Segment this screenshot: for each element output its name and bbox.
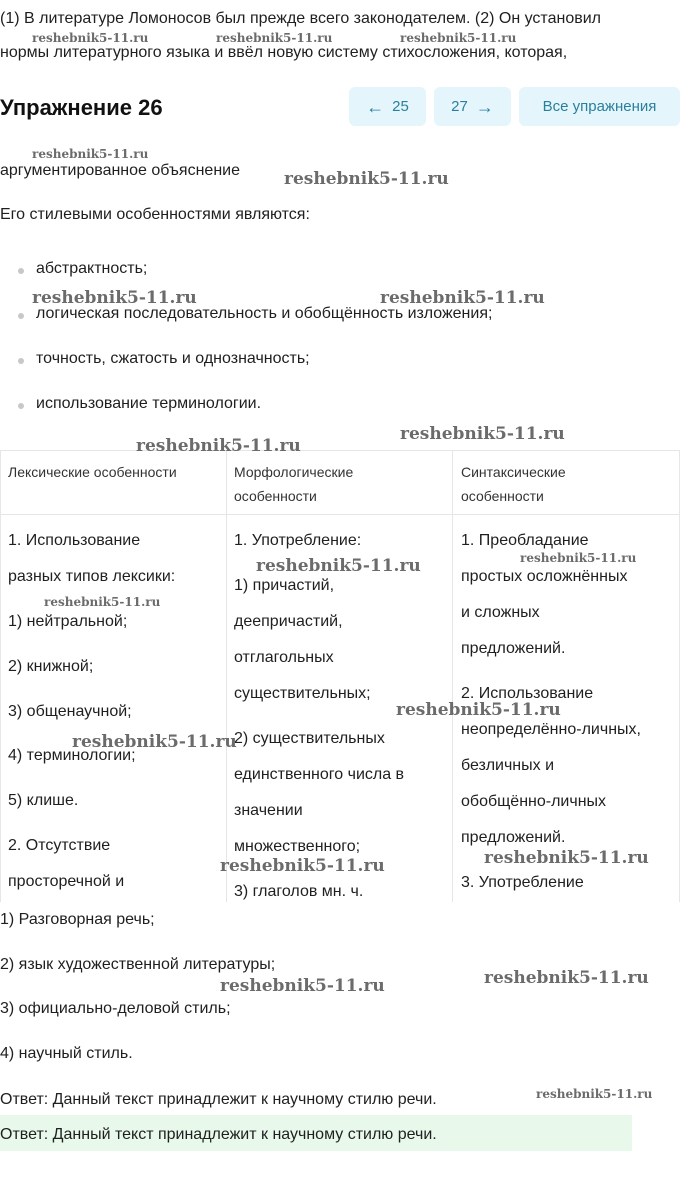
watermark: reshebnik5-11.ru [380,288,545,308]
watermark: reshebnik5-11.ru [484,848,649,868]
watermark: reshebnik5-11.ru [32,31,149,45]
table-header-lexical [8,460,177,484]
page-title: Упражнение 26 [0,95,163,120]
table-cell-line: и сложных [461,604,540,621]
table-cell-line: обобщённо-личных [461,793,607,810]
table-cell-line: просторечной и [8,873,125,890]
table-border [0,514,680,515]
table-cell-line: 2. Использование [461,685,594,702]
next-exercise-label: 27 [451,98,468,115]
prev-exercise-label: 25 [392,98,409,115]
table-cell-line: 2) книжной; [8,658,94,675]
table-header-syntactic [461,460,566,508]
table-cell-line: единственного числа в [234,766,405,783]
table-cell-line: 4) терминологии; [8,747,136,764]
answer-text: Ответ: Данный текст принадлежит к научному стилю речи. [0,1091,437,1108]
table-cell-line: 1. Использование [8,532,141,549]
features-table [0,450,680,902]
prev-exercise-button[interactable] [349,87,426,126]
table-border [0,450,1,902]
header-line: особенности [461,488,544,504]
text-line: аргументированное объяснение [0,162,240,179]
watermark: reshebnik5-11.ru [400,424,565,444]
watermark: reshebnik5-11.ru [400,31,517,45]
watermark: reshebnik5-11.ru [520,551,637,565]
table-cell-line: 3) общенаучной; [8,703,132,720]
text-line: 4) научный стиль. [0,1045,133,1062]
table-cell-line: 5) клише. [8,792,79,809]
list-bullet [18,358,24,364]
header-line: особенности [234,488,317,504]
watermark: reshebnik5-11.ru [32,288,197,308]
watermark: reshebnik5-11.ru [32,147,149,161]
text-line: 3) официально-деловой стиль; [0,1000,231,1017]
table-header-morphological [234,460,353,508]
table-cell-line: безличных и [461,757,555,774]
all-exercises-button[interactable] [519,87,680,126]
table-border [0,450,680,451]
table-cell-line: предложений. [461,829,566,846]
list-bullet [18,313,24,319]
watermark: reshebnik5-11.ru [44,595,161,609]
watermark: reshebnik5-11.ru [72,732,237,752]
header-line: Морфологические [234,464,354,480]
list-item: использование терминологии. [36,395,262,412]
table-cell-line: 3. Употребление [461,874,584,891]
table-border [452,450,453,902]
table-cell-line: простых осложнённых [461,568,628,585]
answer-box-text: Ответ: Данный текст принадлежит к научному стилю речи. [0,1126,437,1143]
table-cell-line: значении [234,802,303,819]
watermark: reshebnik5-11.ru [396,700,561,720]
header-line: Лексические особенности [8,464,177,480]
table-border [226,450,227,902]
table-cell-line: 1. Преобладание [461,532,589,549]
table-cell-line: предложений. [461,640,566,657]
next-exercise-button[interactable] [434,87,511,126]
answer-highlight-box [0,1115,632,1151]
table-cell-line: 2) существительных [234,730,385,747]
header-line: Синтаксические [461,464,566,480]
watermark: reshebnik5-11.ru [220,976,385,996]
table-cell-line: 1) причастий, [234,577,335,594]
table-cell-line: множественного; [234,838,361,855]
text-line: (1) В литературе Ломоносов был прежде всего законодателем. (2) Он установил [0,10,601,27]
text-line: 1) Разговорная речь; [0,911,155,928]
table-cell-line: 2. Отсутствие [8,837,111,854]
list-item: абстрактность; [36,260,148,277]
text-line: нормы литературного языка и ввёл новую систему стихосложения, которая, [0,44,568,61]
table-cell-line: неопределённо-личных, [461,721,641,738]
list-item: точность, сжатость и однозначность; [36,350,310,367]
table-cell-line: деепричастий, [234,613,343,630]
table-cell-line: существительных; [234,685,371,702]
arrow-left-icon: ← [366,96,385,117]
table-cell-line: 1) нейтральной; [8,613,128,630]
text-line: Его стилевыми особенностями являются: [0,206,310,223]
watermark: reshebnik5-11.ru [220,856,385,876]
list-item: логическая последовательность и обобщённость изложения; [36,305,493,322]
watermark: reshebnik5-11.ru [136,436,301,456]
all-exercises-label: Все упражнения [542,98,657,115]
list-bullet [18,403,24,409]
table-cell-line: разных типов лексики: [8,568,176,585]
table-cell-line: отглагольных [234,649,334,666]
table-cell-line: 1. Употребление: [234,532,362,549]
watermark: reshebnik5-11.ru [216,31,333,45]
arrow-right-icon: → [475,96,494,117]
text-line: 2) язык художественной литературы; [0,956,276,973]
watermark: reshebnik5-11.ru [256,556,421,576]
table-cell-line: 3) глаголов мн. ч. [234,883,364,900]
watermark: reshebnik5-11.ru [284,169,449,189]
watermark: reshebnik5-11.ru [484,968,649,988]
watermark: reshebnik5-11.ru [536,1087,653,1101]
list-bullet [18,268,24,274]
